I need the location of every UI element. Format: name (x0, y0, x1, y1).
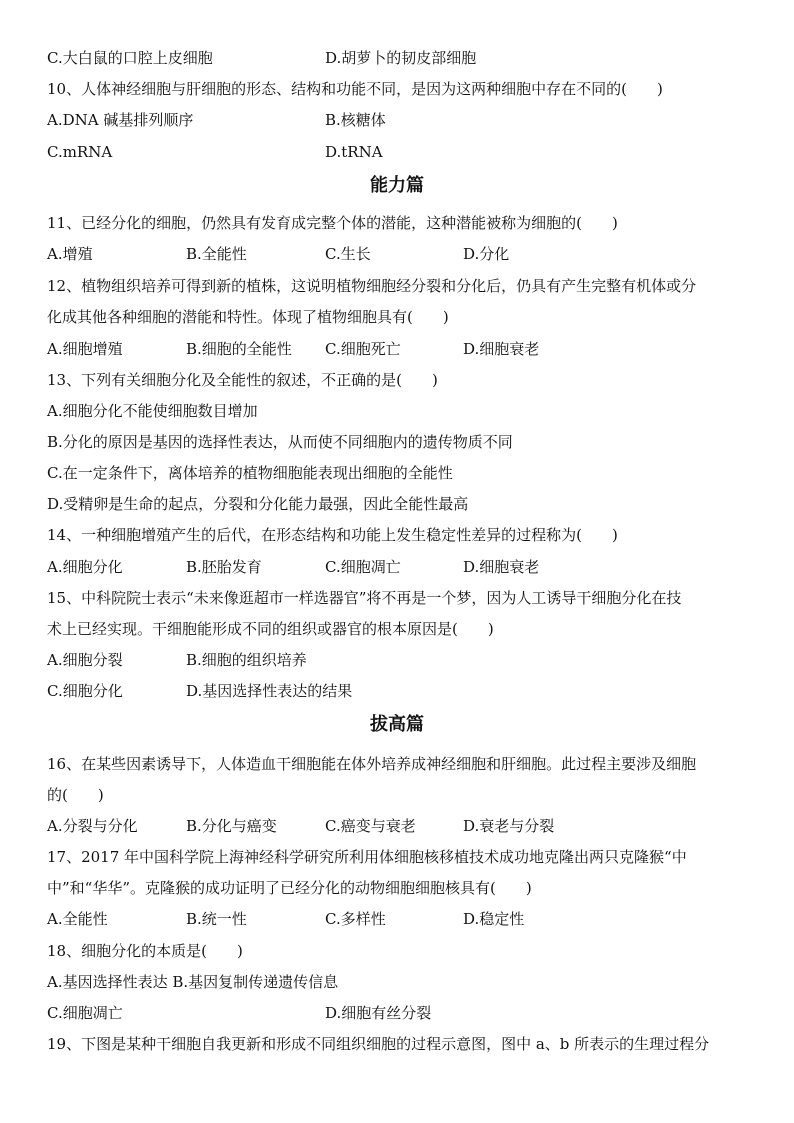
question-10-stem: 10、人体神经细胞与肝细胞的形态、结构和功能不同，是因为这两种细胞中存在不同的( ) (47, 80, 663, 98)
option-c: C.mRNA (47, 143, 113, 161)
option-d: D.分化 (463, 245, 510, 263)
q15-options-ab (47, 649, 754, 671)
option-a: A.细胞分化 (47, 558, 123, 576)
question-19-stem-line1: 19、下图是某种干细胞自我更新和形成不同组织细胞的过程示意图，图中 a、b 所表示的生理过程分 (47, 1035, 710, 1053)
option-d: D.细胞衰老 (463, 558, 540, 576)
question-11-stem: 11、已经分化的细胞，仍然具有发育成完整个体的潜能，这种潜能被称为细胞的( ) (47, 214, 618, 232)
option-c: C.细胞凋亡 (325, 558, 401, 576)
question-17-stem-line2: 中”和“华华”。克隆猴的成功证明了已经分化的动物细胞细胞核具有( ) (47, 879, 532, 897)
option-d: D.衰老与分裂 (463, 817, 555, 835)
question-14-stem: 14、一种细胞增殖产生的后代，在形态结构和功能上发生稳定性差异的过程称为( ) (47, 526, 618, 544)
q16-options (47, 815, 754, 837)
question-17-stem-line1: 17、2017 年中国科学院上海神经科学研究所利用体细胞核移植技术成功地克隆出两只克隆猴“中 (47, 848, 687, 866)
option-d: D.胡萝卜的韧皮部细胞 (325, 49, 477, 67)
question-12-stem-line2: 化成其他各种细胞的潜能和特性。体现了植物细胞具有( ) (47, 308, 449, 326)
option-b: B.分化的原因是基因的选择性表达，从而使不同细胞内的遗传物质不同 (47, 433, 513, 451)
option-d: D.稳定性 (463, 910, 525, 928)
option-c: C.在一定条件下，离体培养的植物细胞能表现出细胞的全能性 (47, 464, 453, 482)
option-c: C.多样性 (325, 910, 386, 928)
option-c: C.细胞死亡 (325, 340, 401, 358)
option-a: A.细胞分裂 (47, 651, 123, 669)
option-d: D.细胞有丝分裂 (325, 1004, 432, 1022)
section-title-ability: 能力篇 (370, 175, 424, 196)
q14-options (47, 556, 754, 578)
option-c: C.癌变与衰老 (325, 817, 416, 835)
option-b: B.细胞的组织培养 (186, 651, 307, 669)
question-15-stem-line1: 15、中科院院士表示“未来像逛超市一样选器官”将不再是一个梦，因为人工诱导干细胞分化在技 (47, 589, 682, 607)
option-a: A.增殖 (47, 245, 93, 263)
option-a: A.细胞增殖 (47, 340, 123, 358)
option-b: B.分化与癌变 (186, 817, 277, 835)
question-13-stem: 13、下列有关细胞分化及全能性的叙述，不正确的是( ) (47, 371, 438, 389)
option-c: C.细胞凋亡 (47, 1004, 123, 1022)
option-c: C.生长 (325, 245, 371, 263)
option-b: B.细胞的全能性 (186, 340, 292, 358)
q10-options-ab (47, 109, 754, 131)
option-b: B.胚胎发育 (186, 558, 262, 576)
option-b: B.统一性 (186, 910, 247, 928)
option-b: B.全能性 (186, 245, 247, 263)
option-d: D.基因选择性表达的结果 (186, 682, 353, 700)
section-title-advanced: 拔高篇 (370, 714, 424, 735)
option-c: C.大白鼠的口腔上皮细胞 (47, 49, 213, 67)
option-d: D.细胞衰老 (463, 340, 540, 358)
question-15-stem-line2: 术上已经实现。干细胞能形成不同的组织或器官的根本原因是( ) (47, 620, 494, 638)
option-a: A.细胞分化不能使细胞数目增加 (47, 402, 258, 420)
q10-options-cd (47, 141, 754, 163)
q12-options (47, 338, 754, 360)
option-d: D.tRNA (325, 143, 383, 161)
q18-options-ab: A.基因选择性表达 B.基因复制传递遗传信息 (47, 973, 339, 991)
q18-options-cd (47, 1002, 754, 1024)
option-c: C.细胞分化 (47, 682, 123, 700)
q15-options-cd (47, 680, 754, 702)
option-a: A.DNA 碱基排列顺序 (47, 111, 194, 129)
option-a: A.全能性 (47, 910, 108, 928)
option-a: A.分裂与分化 (47, 817, 138, 835)
q9-options-cd (47, 47, 754, 69)
question-12-stem-line1: 12、植物组织培养可得到新的植株，这说明植物细胞经分裂和分化后，仍具有产生完整有机体或分 (47, 277, 697, 295)
question-16-stem-line2: 的( ) (47, 786, 104, 804)
option-b: B.核糖体 (325, 111, 386, 129)
question-18-stem: 18、细胞分化的本质是( ) (47, 942, 243, 960)
q17-options (47, 908, 754, 930)
question-16-stem-line1: 16、在某些因素诱导下，人体造血干细胞能在体外培养成神经细胞和肝细胞。此过程主要涉及细胞 (47, 755, 697, 773)
q11-options (47, 243, 754, 265)
option-d: D.受精卵是生命的起点，分裂和分化能力最强，因此全能性最高 (47, 495, 469, 513)
